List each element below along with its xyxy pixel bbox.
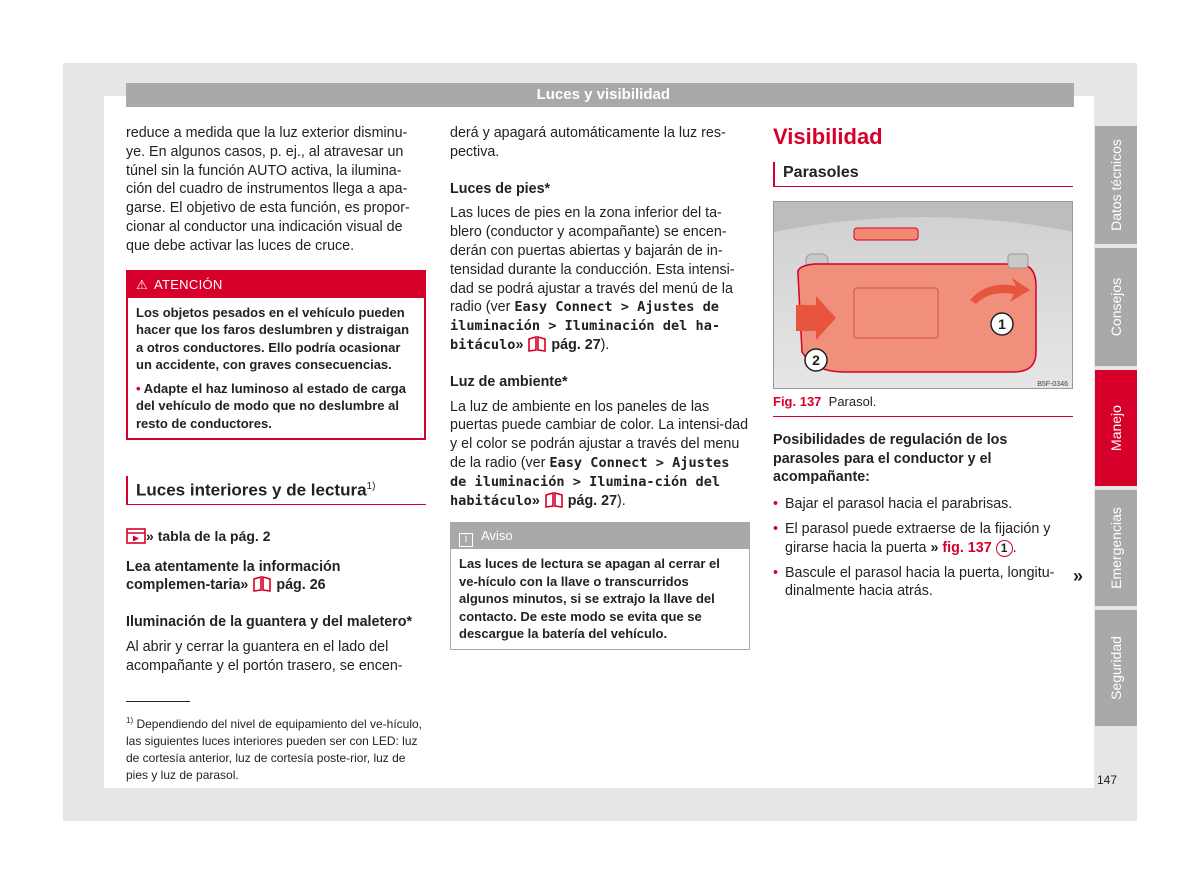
figure-caption [773,393,1073,417]
adjustment-list [773,495,1073,601]
info-icon: i [459,533,473,547]
note-body: Las luces de lectura se apagan al cerrar el ve-hículo con la llave o transcurridos algunos minutos, si se extrajo la llave del contacto. De este modo se evita que se descargue la batería del vehículo. [459,556,720,642]
footnote-divider [126,701,190,702]
warning-bullet-text: Adapte el haz luminoso al estado de carga del vehículo de modo que no deslumbre al resto de conductores. [136,380,406,431]
callout-number: 1 [996,540,1013,557]
glovebox-heading: Iluminación de la guantera y del maletero* [126,614,413,631]
table-ref-icon [126,528,146,544]
ambient-menu-path: Easy Connect > Ajustes de iluminación > Ilumina-ción del habitáculo [450,454,730,509]
tab-consejos[interactable] [1095,248,1137,366]
read-info-text: Lea atentamente la información complemen-taria [126,558,341,594]
list-item [773,495,1073,514]
glovebox-text: Al abrir y cerrar la guantera en el lado del acompañante y el portón trasero, se encen- [126,638,403,674]
figure-link-text: fig. 137 [942,539,992,556]
table-reference[interactable] [126,527,426,546]
tab-datos-tecnicos[interactable] [1095,126,1137,244]
feet-lights-body: Las luces de pies en la zona inferior del ta-blero (conductor y acompañante) se encen-derán con puertas abiertas y bajarán de in-tensidad durante la conducción. Esta intensi-dad se podrá ajustar a través del menú de la radio (ver [450,205,735,316]
list-item [773,564,1073,602]
figure-code: B5F-0346 [1037,381,1068,388]
section-title-interior-lights [126,476,426,505]
intro-paragraph: reduce a medida que la luz exterior disminu-ye. En algunos casos, p. ej., al atravesar un túnel sin la función AUTO activa, la ilumina-ción del cuadro de instrumentos llega a apa-garse. El objetivo de esta función, es propor-cionar al conductor una indicación visual de que debe activar las luces de cruce. [126,125,410,254]
list-item: • El parasol puede extraerse de la fijación y girarse hacia la puerta » fig. 137 1 . [773,520,1073,558]
column-3 [773,124,1073,601]
read-info [126,558,426,596]
figure-link[interactable]: » fig. 137 [930,539,992,556]
read-info-page[interactable]: pág. 26 [276,577,326,594]
warning-title: ATENCIÓN [153,276,223,292]
column-1 [126,124,426,676]
figure-caption-text: Parasol. [828,394,877,409]
book-icon [527,336,547,352]
adjustment-lead: Posibilidades de regulación de los parasoles para el conductor y el acompañante: [773,431,1008,486]
ambient-light-heading: Luz de ambiente* [450,373,568,390]
arrow-icon: » [531,492,544,509]
tab-manejo[interactable] [1095,370,1137,486]
warning-body [128,298,424,439]
tab-label: Manejo [1108,405,1124,451]
continue-arrow-icon: » [1073,566,1084,586]
svg-text:1: 1 [998,316,1006,332]
footnote-text: Dependiendo del nivel de equipamiento del ve-hículo, las siguientes luces interiores pueden ser con LED: luz de cortesía anterior, luz de cortesía poste-rior, luz de pies y luz de parasol. [126,717,423,782]
svg-text:2: 2 [812,352,820,368]
feet-lights-text: Las luces de pies en la zona inferior del ta-blero (conductor y acompañante) se encen-derán con puertas abiertas y bajarán de in-tensidad durante la conducción. Esta intensi-dad se podrá ajustar a través del menú de la radio (ver Easy Connect > Ajustes de iluminación > Iluminación del ha-bitáculo» pág. 27). [450,205,735,353]
arrow-icon: » [146,527,154,544]
ambient-light-body: La luz de ambiente en los paneles de las puertas puede cambiar de color. La intensi-dad y el color se podrán ajustar a través del menu de la radio (ver [450,398,749,471]
tab-label: Consejos [1108,277,1124,337]
page-number: 147 [1097,773,1118,787]
section-title-visibility: Visibilidad [773,124,883,149]
tab-label: Emergencias [1108,507,1124,589]
feet-menu-path: Easy Connect > Ajustes de iluminación > Iluminación del ha-bitáculo [450,299,721,353]
sun-visor-figure [773,201,1073,389]
book-icon [252,576,272,592]
footnote-ref: 1) [366,481,376,493]
bullet-icon: • [136,380,144,396]
footnote [126,712,426,784]
note-box [450,522,750,650]
column-2 [450,124,750,650]
continued-text: derá y apagará automáticamente la luz res-pectiva. [450,125,726,160]
section-title-text: Luces interiores y de lectura [136,480,367,500]
ambient-light-text: La luz de ambiente en los paneles de las puertas puede cambiar de color. La intensi-dad y el color se podrán ajustar a través del menu de la radio (ver Easy Connect > Ajustes de iluminación > Ilumina-ción del habitáculo» pág. 27). [450,398,749,509]
warning-bullet [136,380,416,433]
chapter-header: Luces y visibilidad [126,83,1074,107]
sun-visor-illustration [774,202,1073,389]
arrow-icon: » [515,336,528,353]
table-reference-text: tabla de la pág. 2 [157,527,271,544]
feet-page-link[interactable]: pág. 27 [551,336,601,353]
tab-emergencias[interactable] [1095,490,1137,606]
ambient-page-link[interactable]: pág. 27 [567,492,618,509]
book-icon [544,492,564,508]
list-item-text: El parasol puede extraerse de la fijación y girarse hacia la puerta [785,520,1051,556]
warning-triangle-icon: ⚠ [136,276,148,292]
warning-text: Los objetos pesados en el vehículo pueden hacer que los faros deslumbren y distraigan a otros conductores. Ello podría ocasionar un accidente, con graves consecuencias. [136,304,410,373]
list-item-text: Bascule el parasol hacia la puerta, longitu-dinalmente hacia atrás. [785,564,1055,600]
list-item-text: Bajar el parasol hacia el parabrisas. [785,496,1013,513]
footnote-mark: 1) [126,716,134,725]
note-title: Aviso [481,528,513,544]
tab-seguridad[interactable] [1095,610,1137,726]
warning-box [126,270,426,441]
arrow-icon: » [240,577,253,594]
note-header [451,523,749,549]
warning-header [128,272,424,298]
tab-label: Datos técnicos [1108,139,1124,231]
subsection-title-sunvisors: Parasoles [773,162,1073,187]
figure-number: Fig. 137 [773,394,822,409]
feet-lights-heading: Luces de pies* [450,180,551,197]
tab-label: Seguridad [1108,636,1124,700]
